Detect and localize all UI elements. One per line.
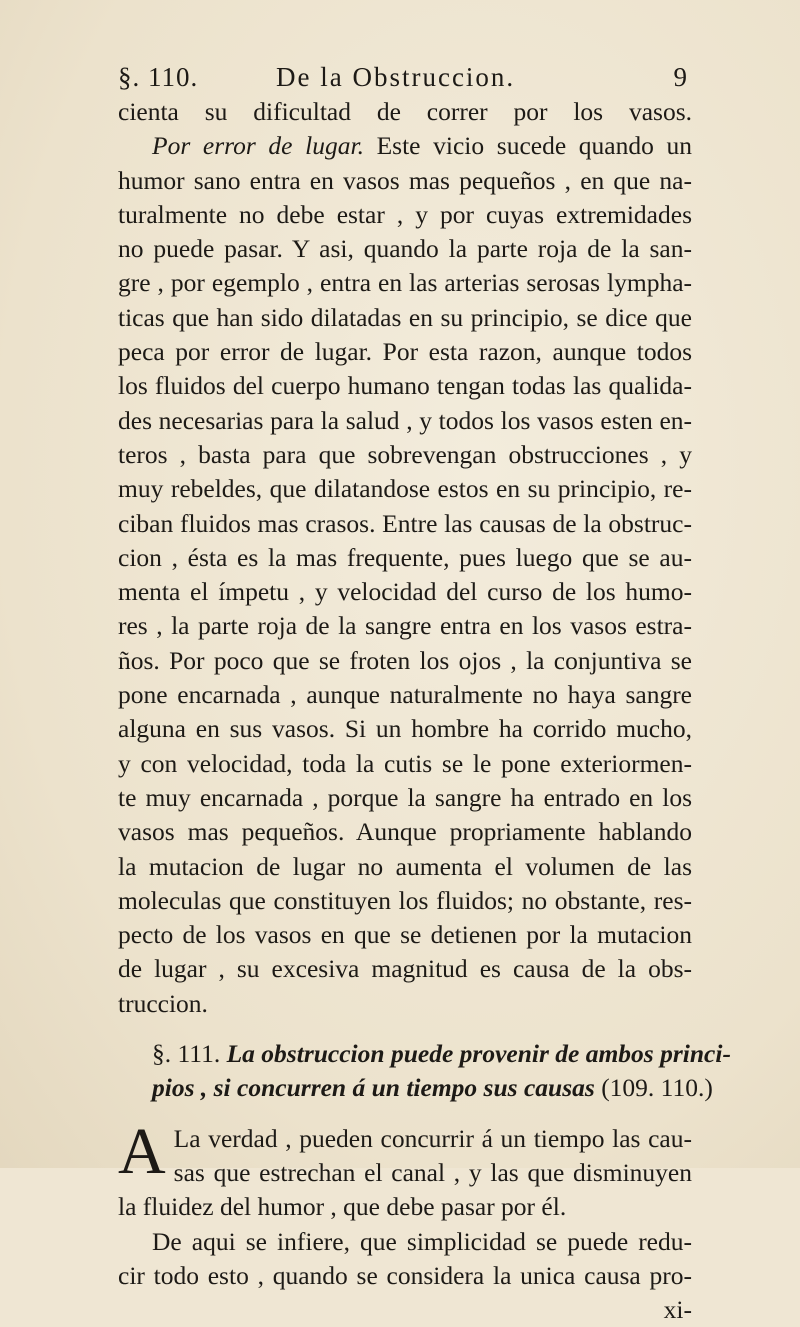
text-line: cir todo esto , quando se considera la unica causa pro- xyxy=(118,1260,692,1290)
text-line: alguna en sus vasos. Si un hombre ha corrido mucho, xyxy=(118,714,692,744)
running-header xyxy=(118,62,692,98)
text-line: peca por error de lugar. Por esta razon, aunque todos xyxy=(118,337,692,367)
text-line: gre , por egemplo , entra en las arterias serosas lympha- xyxy=(118,268,692,298)
text-line: res , la parte roja de la sangre entra en los vasos estra- xyxy=(118,611,692,641)
text-line: cion , ésta es la mas frequente, pues luego que se au- xyxy=(118,542,692,572)
page-number: 9 xyxy=(673,62,688,92)
text-line: truccion. xyxy=(118,988,208,1018)
text-line: turalmente no debe estar , y por cuyas extremidades xyxy=(118,199,692,229)
text-line: des necesarias para la salud , y todos los vasos esten en- xyxy=(118,405,692,435)
text-line: humor sano entra en vasos mas pequeños , en que na- xyxy=(118,165,692,195)
text-line: muy rebeldes, que dilatandose estos en su principio, re- xyxy=(118,474,692,504)
text-line: ños. Por poco que se froten los ojos , la conjuntiva se xyxy=(118,645,692,675)
section-reference: (109. 110.) xyxy=(601,1073,713,1103)
section-title-part: pios , si concurren á un tiempo sus causas xyxy=(152,1073,595,1103)
text-line: la fluidez del humor , que debe pasar por él. xyxy=(118,1192,567,1222)
paragraph-la-verdad xyxy=(118,1114,692,1327)
text-line: ticas que han sido dilatadas en su principio, se dice que xyxy=(118,302,692,332)
text-line: y con velocidad, toda la cutis se le pone exteriormen- xyxy=(118,748,692,778)
drop-cap: A xyxy=(118,1114,166,1188)
text-line: pecto de los vasos en que se detienen por la mutacion xyxy=(118,920,692,950)
text-line: sas que estrechan el canal , y las que disminuyen xyxy=(173,1157,692,1187)
text-line: menta el ímpetu , y velocidad del curso de los humo- xyxy=(118,577,692,607)
text-line: de lugar , su excesiva magnitud es causa de la obs- xyxy=(118,954,692,984)
header-title: De la Obstruccion. xyxy=(276,62,516,92)
text-line: no puede pasar. Y asi, quando la parte roja de la san- xyxy=(118,234,692,264)
text-line: pone encarnada , aunque naturalmente no haya sangre xyxy=(118,680,692,710)
section-title-part: La obstruccion puede provenir de ambos princi- xyxy=(226,1039,731,1069)
text-line: ciban fluidos mas crasos. Entre las causas de la obstruc- xyxy=(118,508,692,538)
paragraph-error-de-lugar xyxy=(118,95,692,1021)
catchword: xi- xyxy=(663,1295,692,1325)
text-line: la mutacion de lugar no aumenta el volumen de las xyxy=(118,851,692,881)
text-line: De aqui se infiere, que simplicidad se puede redu- xyxy=(152,1226,692,1256)
text-line xyxy=(118,129,692,163)
section-title-line xyxy=(118,1071,713,1105)
text-line: te muy encarnada , porque la sangre ha entrado en los xyxy=(118,782,692,812)
section-111-heading xyxy=(118,1037,731,1106)
section-number: §. 111. xyxy=(152,1039,221,1069)
text-line: moleculas que constituyen los fluidos; no obstante, res- xyxy=(118,885,692,915)
body-text xyxy=(118,95,731,1327)
italic-run: Por error de lugar. xyxy=(152,131,364,161)
text-run: Este vicio sucede quando un xyxy=(363,131,692,161)
text-line: los fluidos del cuerpo humano tengan todas las qualida- xyxy=(118,371,692,401)
text-line: teros , basta para que sobrevengan obstrucciones , y xyxy=(118,439,692,469)
text-line: La verdad , pueden concurrir á un tiempo las cau- xyxy=(173,1123,692,1153)
text-line: vasos mas pequeños. Aunque propriamente hablando xyxy=(118,817,692,847)
section-title-line xyxy=(118,1037,731,1071)
text-line: cienta su dificultad de correr por los vasos. xyxy=(118,97,692,126)
header-section-number: §. 110. xyxy=(118,62,199,92)
